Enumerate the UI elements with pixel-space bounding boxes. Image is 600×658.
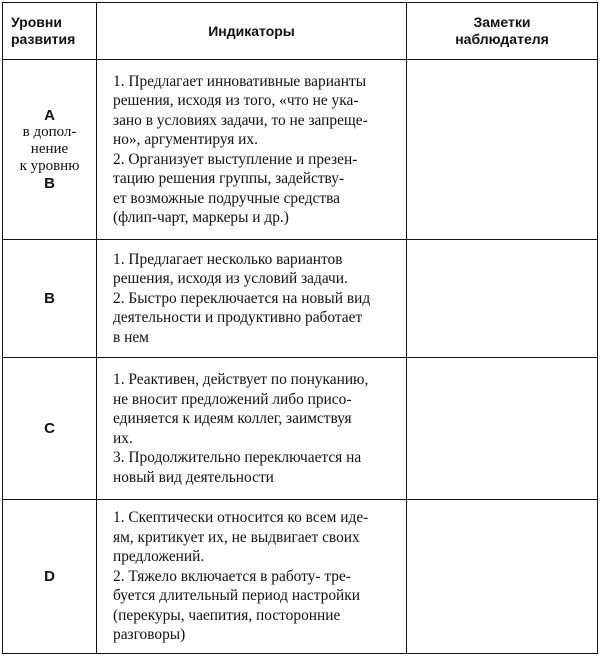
indicator-line: 3. Продолжительно переключается на <box>113 449 362 466</box>
indicator-line: 1. Предлагает инновативные варианты <box>113 72 367 90</box>
level-letter: A <box>44 107 55 124</box>
development-levels-table <box>2 2 598 654</box>
level-note-line: к уровню <box>19 158 80 174</box>
indicator-line: 2. Быстро переключается на новый вид <box>113 289 371 307</box>
indicator-line: 2. Тяжело включается в работу- тре- <box>113 567 351 585</box>
header-notes <box>407 3 598 60</box>
indicator-line: предложений. <box>113 548 205 566</box>
notes-cell[interactable] <box>407 500 598 654</box>
indicator-line: буется длительный период настройки <box>113 587 360 605</box>
indicators-cell <box>97 60 407 240</box>
notes-cell[interactable] <box>407 358 598 500</box>
indicator-line: новый вид деятельности <box>113 468 274 486</box>
level-cell <box>3 358 97 500</box>
indicator-item <box>113 72 396 150</box>
indicator-line: но», аргументируя их. <box>113 131 258 148</box>
indicator-line: (перекуры, чаепития, посторонние <box>113 606 341 624</box>
indicator-item <box>113 508 396 567</box>
indicator-item <box>113 289 396 348</box>
header-level-line: развития <box>11 31 76 47</box>
level-letter: C <box>44 420 55 437</box>
indicator-line: не вносит предложений либо присо- <box>113 390 352 408</box>
table-row-level-b <box>3 240 598 358</box>
indicator-line: единяется к идеям коллег, заимствуя <box>113 410 352 427</box>
header-level-line: Уровни <box>11 14 62 30</box>
indicator-item <box>113 250 396 289</box>
indicator-line: зано в условиях задачи, то не запреще- <box>113 111 368 129</box>
indicator-item <box>113 150 396 228</box>
level-note-line: нение <box>30 141 69 157</box>
header-indicators: Индикаторы <box>97 3 407 60</box>
indicator-line: (флип-чарт, маркеры и др.) <box>113 209 289 226</box>
indicator-line: решения, исходя из того, «что не ука- <box>113 92 359 109</box>
indicator-line: тацию решения группы, задейству- <box>113 170 345 187</box>
notes-cell[interactable] <box>407 240 598 358</box>
indicator-item <box>113 567 396 645</box>
level-letter: B <box>44 290 55 307</box>
indicator-line: 1. Скептически относится ко всем иде- <box>113 509 369 527</box>
indicator-item <box>113 370 396 448</box>
indicator-line: деятельности и продуктивно работает <box>113 309 363 327</box>
table-row-level-c <box>3 358 598 500</box>
indicator-line: в нем <box>113 328 149 346</box>
level-cell <box>3 500 97 654</box>
indicator-line: их. <box>113 429 133 447</box>
indicator-item <box>113 448 396 487</box>
level-note-line: в допол- <box>22 124 77 140</box>
indicator-line: 1. Предлагает несколько вариантов <box>113 250 343 268</box>
indicator-line: 1. Реактивен, действует по понуканию, <box>113 371 369 388</box>
indicators-cell <box>97 500 407 654</box>
table-row-level-a <box>3 60 598 240</box>
level-cell <box>3 240 97 358</box>
header-notes-line: Заметки <box>473 14 531 30</box>
indicators-cell <box>97 358 407 500</box>
indicators-cell <box>97 240 407 358</box>
notes-cell[interactable] <box>407 60 598 240</box>
header-level <box>3 3 97 60</box>
table-row-level-d <box>3 500 598 654</box>
indicator-line: ям, критикует их, не выдвигает своих <box>113 528 360 546</box>
level-letter: D <box>44 568 55 585</box>
indicator-line: 2. Организует выступление и презен- <box>113 150 358 168</box>
indicator-line: разговоры) <box>113 626 186 644</box>
level-cell <box>3 60 97 240</box>
header-row <box>3 3 598 60</box>
level-letter: B <box>44 175 55 192</box>
indicator-line: решения, исходя из условий задачи. <box>113 270 348 288</box>
header-notes-line: наблюдателя <box>455 31 549 47</box>
indicator-line: ет возможные подручные средства <box>113 189 341 207</box>
